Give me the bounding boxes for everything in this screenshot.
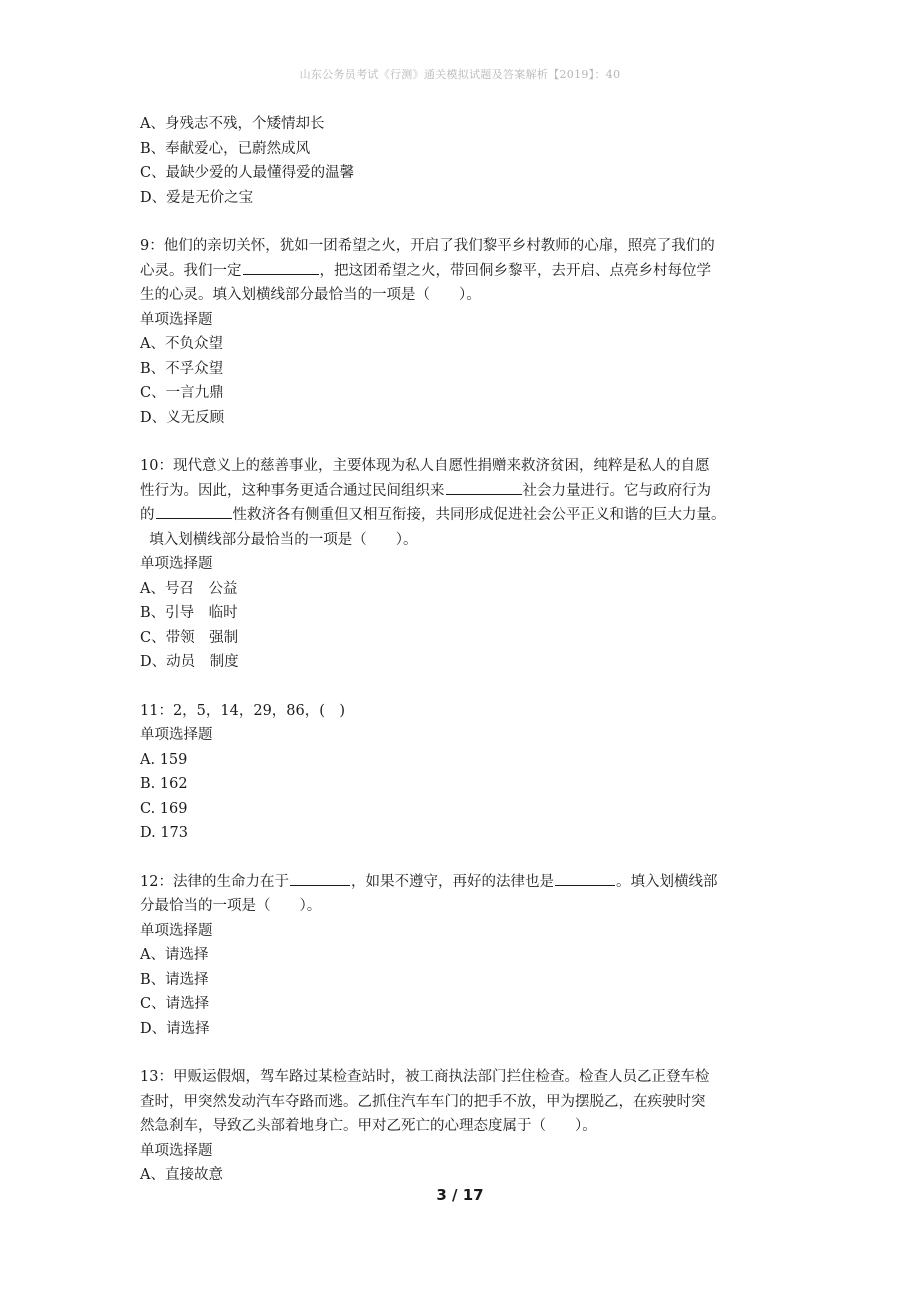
page-number: 3 / 17 [436,1186,484,1204]
option-c: C、请选择 [140,996,210,1012]
fill-blank [290,870,350,886]
option-b: B、奉献爱心，已蔚然成风 [140,140,311,157]
option-b: B、不孚众望 [140,360,224,377]
question-9-text-line: 9：他们的亲切关怀，犹如一团希望之火，开启了我们黎平乡村教师的心扉，照亮了我们的 [140,238,715,254]
option-a: A、请选择 [140,947,209,963]
option-b: B、请选择 [140,971,209,988]
prev-question-options [140,112,790,210]
option-a: A、身残志不残，个矮情却长 [140,116,325,132]
question-10-text-line: 10：现代意义上的慈善事业，主要体现为私人自愿性捐赠来救济贫困，纯粹是私人的自愿 [140,458,710,474]
option-d: D、请选择 [140,1020,210,1037]
question-type-label: 单项选择题 [140,556,213,572]
question-10 [140,454,790,675]
option-a: A、直接故意 [140,1167,223,1183]
question-type-label: 单项选择题 [140,311,213,328]
option-d: D、爱是无价之宝 [140,189,254,206]
option-b: B、引导 临时 [140,605,238,621]
question-11-text-line: 11：2，5，14，29，86，( ) [140,702,346,719]
page-header: 山东公务员考试《行测》通关模拟试题及答案解析【2019】：40 [299,68,621,81]
question-9-text-line: 生的心灵。填入划横线部分最恰当的一项是（ ）。 [140,287,481,303]
question-type-label: 单项选择题 [140,922,213,939]
question-11 [140,699,790,846]
fill-blank [446,479,522,495]
option-b: B. 162 [140,776,188,792]
question-9 [140,234,790,430]
question-type-label: 单项选择题 [140,727,213,743]
option-c: C、带领 强制 [140,629,239,646]
option-c: C、最缺少爱的人最懂得爱的温馨 [140,165,355,181]
option-d: D、动员 制度 [140,654,239,670]
question-13 [140,1065,790,1188]
option-d: D. 173 [140,825,189,841]
question-10-text-line: 填入划横线部分最恰当的一项是（ ）。 [140,531,418,548]
question-10-text-line: 的 性救济各有侧重但又相互衔接，共同形成促进社会公平正义和谐的巨大力量。 [140,503,790,528]
fill-blank [243,259,319,275]
question-type-label: 单项选择题 [140,1142,213,1159]
question-12-text-line: 分最恰当的一项是（ ）。 [140,898,322,914]
option-c: C、一言九鼎 [140,385,224,401]
option-c: C. 169 [140,800,188,817]
question-13-text-line: 然急刹车，导致乙头部着地身亡。甲对乙死亡的心理态度属于（ ）。 [140,1118,597,1134]
question-13-text-line: 13：甲贩运假烟，驾车路过某检查站时，被工商执法部门拦住检查。检查人员乙正登车检 [140,1069,710,1085]
document-body [140,112,790,1188]
question-10-text-line: 性行为。因此，这种事务更适合通过民间组织来 社会力量进行。它与政府行为 [140,479,790,504]
question-12-text-line: 12：法律的生命力在于 ，如果不遵守，再好的法律也是 。填入划横线部 [140,870,790,895]
option-a: A、号召 公益 [140,580,238,597]
option-a: A、不负众望 [140,336,223,352]
question-13-text-line: 查时，甲突然发动汽车夺路而逃。乙抓住汽车车门的把手不放，甲为摆脱乙，在疾驶时突 [140,1093,706,1110]
fill-blank [555,870,615,886]
question-9-text-line: 心灵。我们一定 ，把这团希望之火，带回侗乡黎平，去开启、点亮乡村每位学 [140,259,790,284]
fill-blank [156,503,232,519]
option-d: D、义无反顾 [140,409,225,426]
option-a: A. 159 [140,751,188,768]
question-12 [140,870,790,1042]
